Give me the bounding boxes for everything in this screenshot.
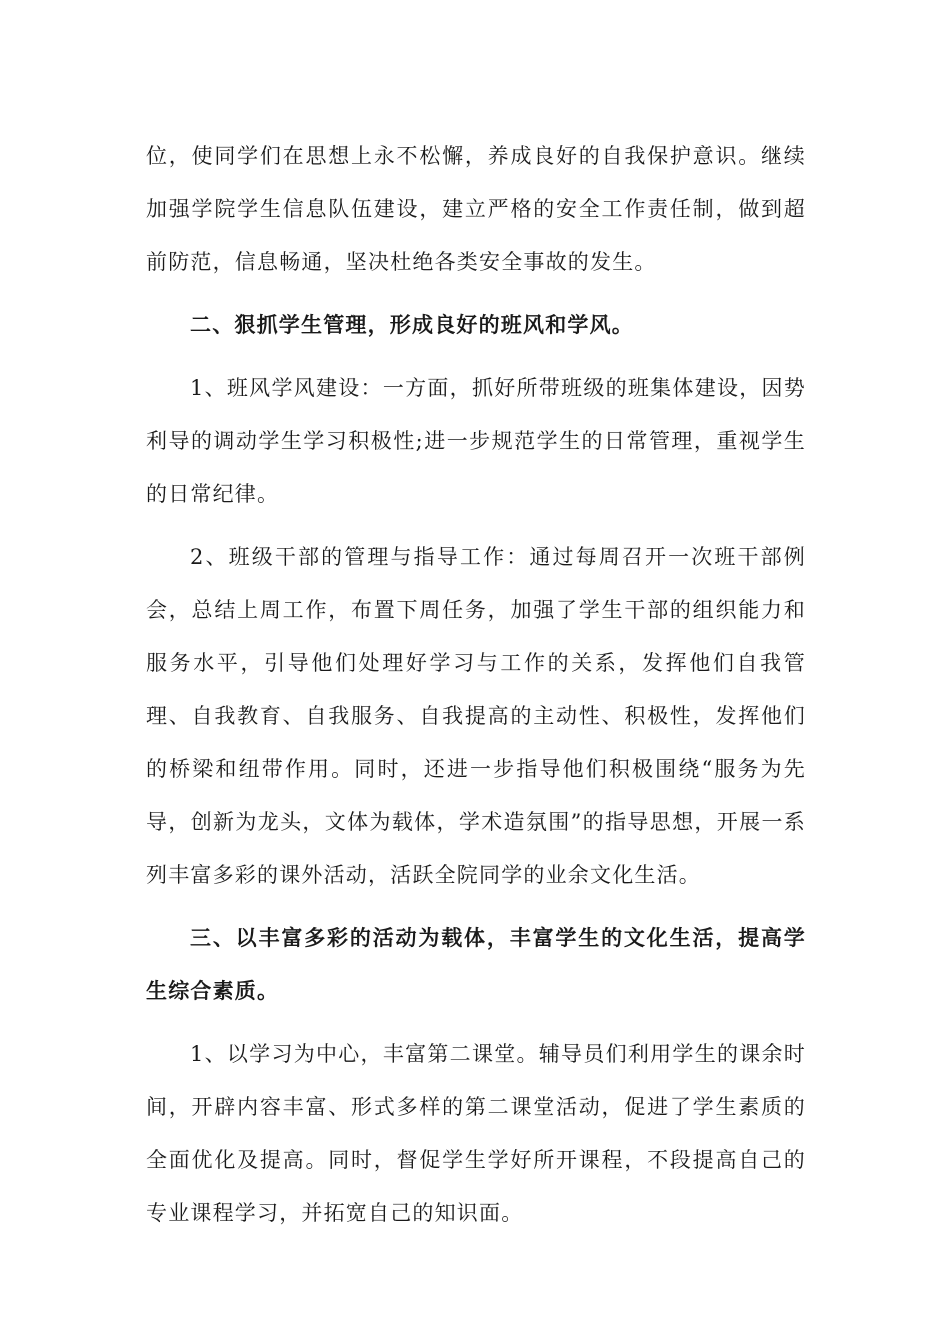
- paragraph-cadre-management: 2、班级干部的管理与指导工作：通过每周召开一次班干部例会，总结上周工作，布置下周任务，加强了学生干部的组织能力和服务水平，引导他们处理好学习与工作的关系，发挥他们自我管理、自我教育、自我服务、自我提高的主动性、积极性，发挥他们的桥梁和纽带作用。同时，还进一步指导他们积极围绕“服务为先导，创新为龙头，文体为载体，学术造氛围”的指导思想，开展一系列丰富多彩的课外活动，活跃全院同学的业余文化生活。: [146, 545, 806, 887]
- section-heading-two: 二、狠抓学生管理，形成良好的班风和学风。: [190, 313, 634, 337]
- section-heading-three: 三、以丰富多彩的活动为载体，丰富学生的文化生活，提高学生综合素质。: [146, 926, 806, 1003]
- paragraph-class-style: 1、班风学风建设：一方面，抓好所带班级的班集体建设，因势利导的调动学生学习积极性;进一步规范学生的日常管理，重视学生的日常纪律。: [146, 376, 806, 506]
- paragraph-second-classroom: 1、以学习为中心，丰富第二课堂。辅导员们利用学生的课余时间，开辟内容丰富、形式多样的第二课堂活动，促进了学生素质的全面优化及提高。同时，督促学生学好所开课程，不段提高自己的专业课程学习，并拓宽自己的知识面。: [146, 1042, 806, 1225]
- document-page: [146, 120, 806, 1240]
- paragraph-continuation: 位，使同学们在思想上永不松懈，养成良好的自我保护意识。继续加强学院学生信息队伍建设，建立严格的安全工作责任制，做到超前防范，信息畅通，坚决杜绝各类安全事故的发生。: [146, 144, 806, 274]
